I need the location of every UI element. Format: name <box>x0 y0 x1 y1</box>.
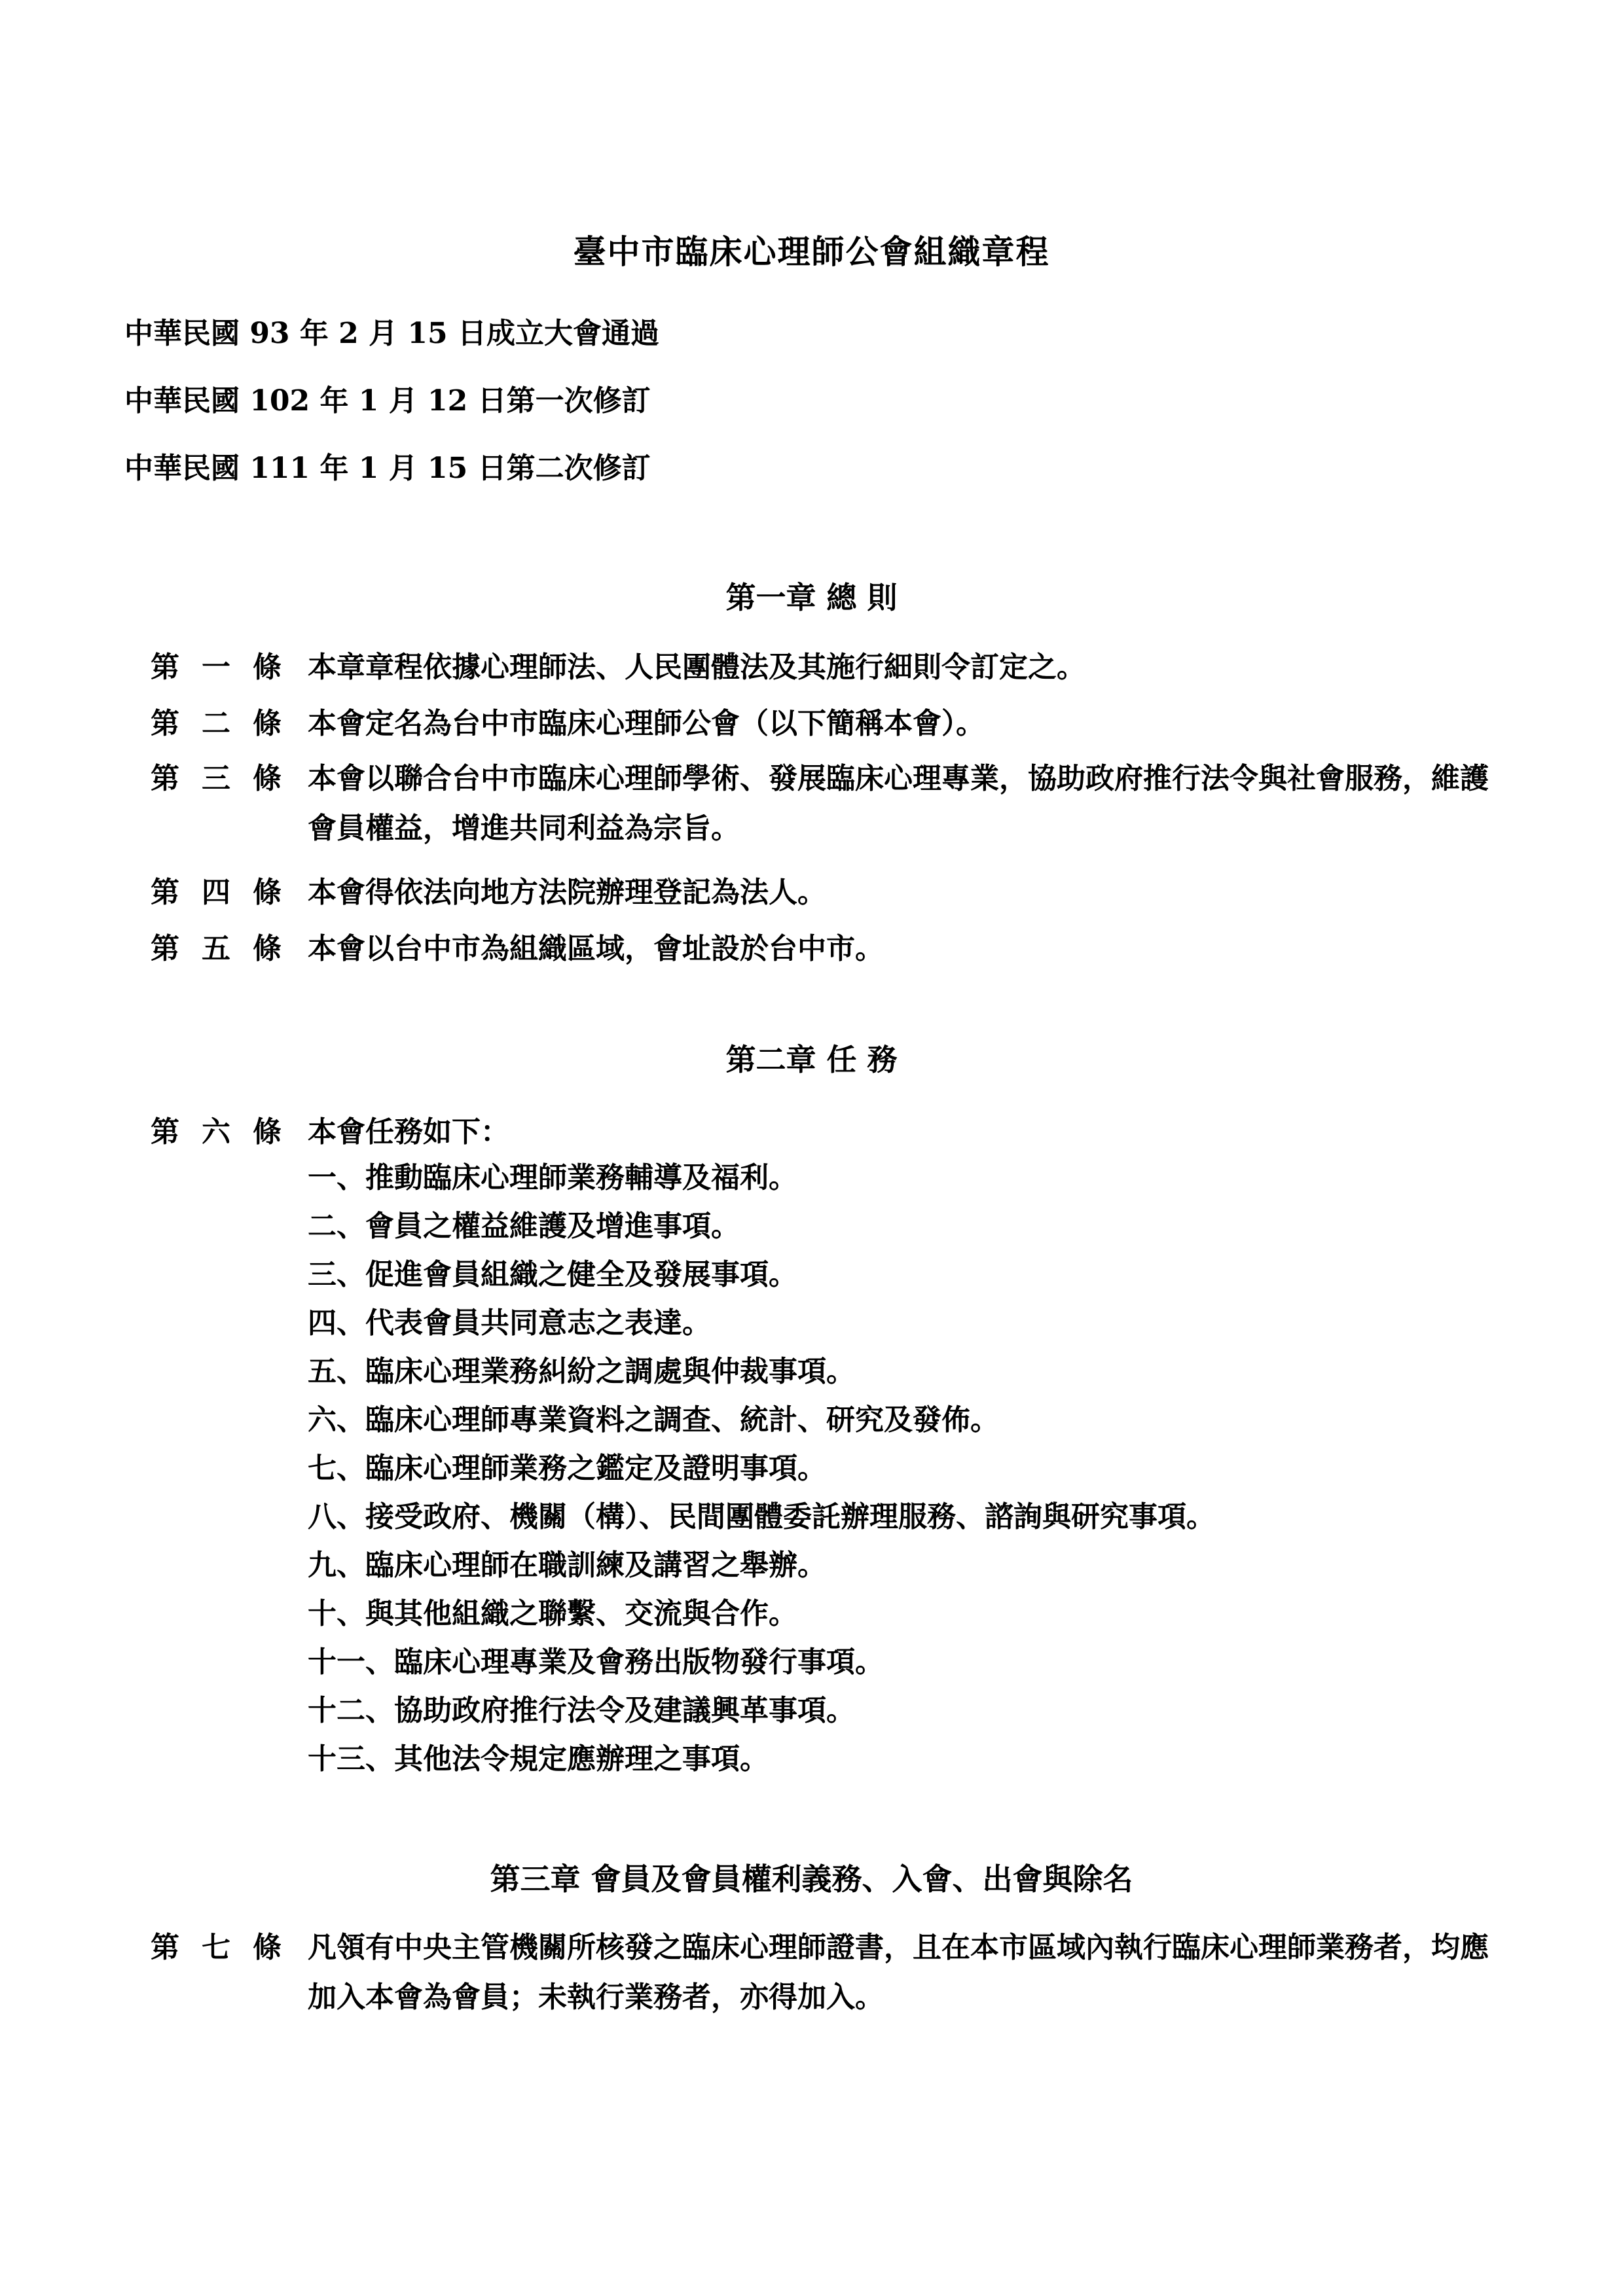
article <box>151 643 1512 692</box>
article-label: 第 六 條 <box>151 1115 282 1149</box>
article <box>151 754 1512 853</box>
article-text: 凡領有中央主管機關所核發之臨床心理師證書，且在本市區域內執行臨床心理師業務者，均應加入本會為會員；未執行業務者，亦得加入。 <box>308 1931 1489 2014</box>
list-item: 八、接受政府、機關（構）、民間團體委託辦理服務、諮詢與研究事項。 <box>308 1500 1215 1534</box>
chapter-heading: 第二章 任 務 <box>725 1042 898 1077</box>
article-label: 第 四 條 <box>151 876 282 909</box>
history-line: 中華民國 102 年 1 月 12 日第一次修訂 <box>124 384 651 418</box>
article-text: 本會以台中市為組織區域，會址設於台中市。 <box>308 932 884 965</box>
article-text: 本會得依法向地方法院辦理登記為法人。 <box>308 876 826 909</box>
list-item: 五、臨床心理業務糾紛之調處與仲裁事項。 <box>308 1355 855 1388</box>
article <box>151 699 1512 749</box>
article-label: 第 二 條 <box>151 707 282 740</box>
list-item: 三、促進會員組織之健全及發展事項。 <box>308 1258 797 1291</box>
article <box>151 868 1512 918</box>
list-item: 十一、臨床心理專業及會務出版物發行事項。 <box>308 1645 884 1679</box>
list-item: 十、與其他組織之聯繫、交流與合作。 <box>308 1597 797 1630</box>
list-item: 一、推動臨床心理師業務輔導及福利。 <box>308 1161 797 1194</box>
chapter-heading: 第一章 總 則 <box>725 580 898 615</box>
article-label: 第 七 條 <box>151 1931 282 1964</box>
article <box>151 1107 1512 1157</box>
article-text: 本章章程依據心理師法、人民團體法及其施行細則令訂定之。 <box>308 651 1085 684</box>
list-item: 七、臨床心理師業務之鑑定及證明事項。 <box>308 1452 826 1485</box>
article-label: 第 一 條 <box>151 651 282 684</box>
list-item: 六、臨床心理師專業資料之調查、統計、研究及發佈。 <box>308 1403 999 1437</box>
article-text: 本會定名為台中市臨床心理師公會（以下簡稱本會）。 <box>308 707 985 740</box>
chapter-heading: 第三章 會員及會員權利義務、入會、出會與除名 <box>490 1861 1133 1897</box>
list-item: 十二、協助政府推行法令及建議興革事項。 <box>308 1694 855 1727</box>
list-item: 二、會員之權益維護及增進事項。 <box>308 1210 740 1243</box>
article-text: 本會任務如下： <box>308 1115 509 1149</box>
list-item: 十三、其他法令規定應辦理之事項。 <box>308 1742 769 1776</box>
history-line: 中華民國 93 年 2 月 15 日成立大會通過 <box>124 317 659 350</box>
list-item: 四、代表會員共同意志之表達。 <box>308 1306 711 1340</box>
article <box>151 924 1512 974</box>
list-item: 九、臨床心理師在職訓練及講習之舉辦。 <box>308 1549 826 1582</box>
article-label: 第 五 條 <box>151 932 282 965</box>
article-label: 第 三 條 <box>151 762 282 795</box>
article <box>151 1923 1512 2022</box>
history-line: 中華民國 111 年 1 月 15 日第二次修訂 <box>124 452 651 485</box>
document-title: 臺中市臨床心理師公會組織章程 <box>573 232 1050 271</box>
article-text: 本會以聯合台中市臨床心理師學術、發展臨床心理專業，協助政府推行法令與社會服務，維護會員權益，增進共同利益為宗旨。 <box>308 762 1489 845</box>
